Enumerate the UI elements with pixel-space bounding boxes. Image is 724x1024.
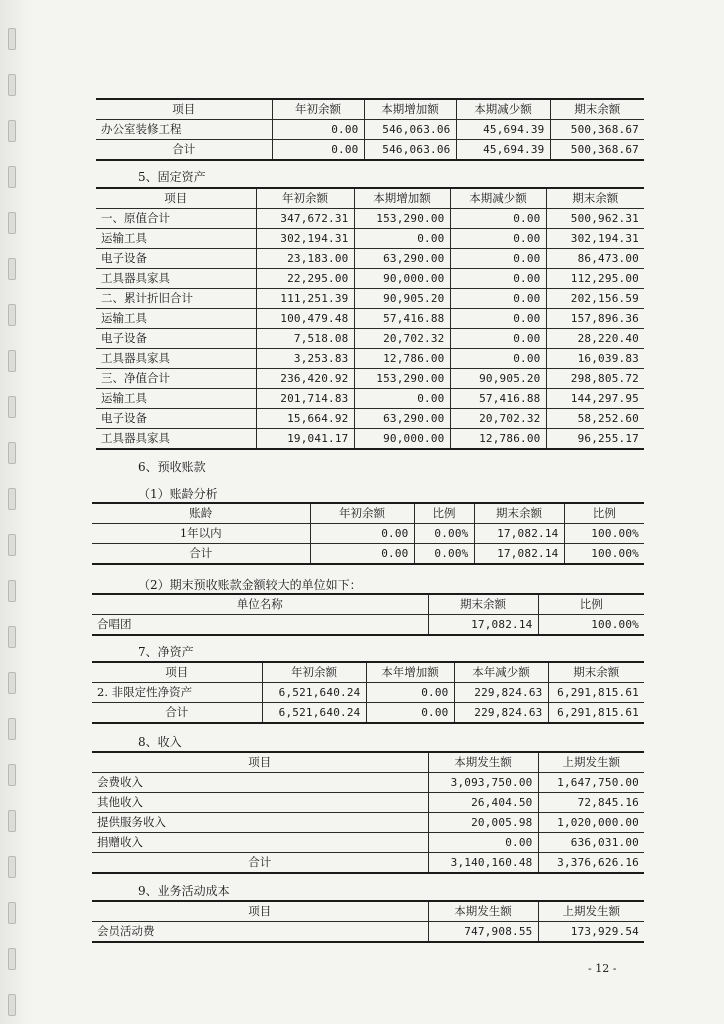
row-label: 合计 (92, 544, 310, 565)
cell-value: 58,252.60 (546, 409, 644, 429)
cell-value: 100.00% (564, 544, 644, 565)
col-header: 项目 (92, 662, 262, 683)
col-header: 本期发生额 (428, 752, 538, 773)
table-total-row (92, 853, 644, 874)
cell-value: 0.00% (414, 524, 474, 544)
cell-value: 16,039.83 (546, 349, 644, 369)
col-header: 项目 (92, 901, 428, 922)
cell-value: 45,694.39 (456, 120, 550, 140)
section-title-advance-receipts: 6、预收账款 (138, 460, 206, 474)
table-row (92, 773, 644, 793)
cell-value: 6,521,640.24 (262, 703, 366, 724)
cell-value: 500,962.31 (546, 209, 644, 229)
renovation-table (96, 98, 644, 161)
table-header-row (92, 901, 644, 922)
cell-value: 111,251.39 (256, 289, 354, 309)
cell-value: 20,702.32 (450, 409, 546, 429)
row-label: 运输工具 (96, 229, 256, 249)
table-row (96, 349, 644, 369)
cell-value: 500,368.67 (550, 120, 644, 140)
row-label: 合计 (92, 853, 428, 874)
cell-value: 0.00 (450, 209, 546, 229)
row-label: 一、原值合计 (96, 209, 256, 229)
subsection-title-aging: （1）账龄分析 (138, 487, 218, 501)
cell-value: 6,521,640.24 (262, 683, 366, 703)
cell-value: 153,290.00 (354, 209, 450, 229)
cell-value: 0.00 (450, 249, 546, 269)
cell-value: 20,005.98 (428, 813, 538, 833)
col-header: 期末余额 (548, 662, 644, 683)
cell-value: 546,063.06 (364, 140, 456, 161)
table-row (96, 289, 644, 309)
col-header: 项目 (92, 752, 428, 773)
cell-value: 0.00% (414, 544, 474, 565)
table-row (96, 309, 644, 329)
net-assets-table (92, 661, 644, 724)
cell-value: 28,220.40 (546, 329, 644, 349)
col-header: 账龄 (92, 503, 310, 524)
col-header: 期末余额 (428, 594, 538, 615)
row-label: 合计 (96, 140, 272, 161)
row-label: 三、净值合计 (96, 369, 256, 389)
cell-value: 298,805.72 (546, 369, 644, 389)
table-row (96, 429, 644, 450)
cell-value: 0.00 (450, 329, 546, 349)
cell-value: 26,404.50 (428, 793, 538, 813)
cell-value: 0.00 (450, 229, 546, 249)
cell-value: 17,082.14 (474, 524, 564, 544)
cell-value: 112,295.00 (546, 269, 644, 289)
cell-value: 6,291,815.61 (548, 703, 644, 724)
table-total-row (92, 544, 644, 565)
cell-value: 100,479.48 (256, 309, 354, 329)
cell-value: 12,786.00 (450, 429, 546, 450)
row-label: 合唱团 (92, 615, 428, 636)
cell-value: 19,041.17 (256, 429, 354, 450)
table-row (92, 615, 644, 636)
row-label: 提供服务收入 (92, 813, 428, 833)
row-label: 工具器具家具 (96, 349, 256, 369)
cell-value: 96,255.17 (546, 429, 644, 450)
table-row (96, 120, 644, 140)
cell-value: 0.00 (450, 289, 546, 309)
cell-value: 201,714.83 (256, 389, 354, 409)
col-header: 上期发生额 (538, 901, 644, 922)
cell-value: 63,290.00 (354, 249, 450, 269)
table-row (96, 329, 644, 349)
cell-value: 72,845.16 (538, 793, 644, 813)
table-row (92, 922, 644, 943)
table-header-row (92, 594, 644, 615)
cell-value: 0.00 (354, 389, 450, 409)
table-row (92, 793, 644, 813)
row-label: 会费收入 (92, 773, 428, 793)
cell-value: 0.00 (310, 544, 414, 565)
cell-value: 100.00% (564, 524, 644, 544)
row-label: 会员活动费 (92, 922, 428, 943)
cell-value: 202,156.59 (546, 289, 644, 309)
aging-table (92, 502, 644, 565)
cell-value: 0.00 (450, 349, 546, 369)
col-header: 比例 (538, 594, 644, 615)
cell-value: 1,020,000.00 (538, 813, 644, 833)
cell-value: 0.00 (366, 703, 454, 724)
table-row (92, 683, 644, 703)
row-label: 二、累计折旧合计 (96, 289, 256, 309)
cell-value: 90,905.20 (450, 369, 546, 389)
table-row (92, 833, 644, 853)
cell-value: 0.00 (272, 120, 364, 140)
cell-value: 90,000.00 (354, 429, 450, 450)
cell-value: 17,082.14 (474, 544, 564, 565)
section-title-fixed-assets: 5、固定资产 (138, 170, 206, 184)
table-row (96, 369, 644, 389)
cell-value: 0.00 (366, 683, 454, 703)
row-label: 捐赠收入 (92, 833, 428, 853)
col-header: 本期减少额 (456, 99, 550, 120)
table-row (96, 249, 644, 269)
col-header: 本期减少额 (450, 188, 546, 209)
business-cost-table (92, 900, 644, 943)
cell-value: 0.00 (354, 229, 450, 249)
cell-value: 302,194.31 (256, 229, 354, 249)
table-total-row (92, 703, 644, 724)
cell-value: 157,896.36 (546, 309, 644, 329)
col-header: 本期发生额 (428, 901, 538, 922)
section-title-net-assets: 7、净资产 (138, 645, 194, 659)
col-header: 期末余额 (546, 188, 644, 209)
section-title-revenue: 8、收入 (138, 735, 182, 749)
cell-value: 302,194.31 (546, 229, 644, 249)
table-total-row (96, 140, 644, 161)
table-header-row (92, 752, 644, 773)
row-label: 其他收入 (92, 793, 428, 813)
table-header-row (96, 99, 644, 120)
table-row (96, 209, 644, 229)
cell-value: 20,702.32 (354, 329, 450, 349)
table-row (96, 389, 644, 409)
cell-value: 1,647,750.00 (538, 773, 644, 793)
cell-value: 57,416.88 (450, 389, 546, 409)
cell-value: 236,420.92 (256, 369, 354, 389)
cell-value: 6,291,815.61 (548, 683, 644, 703)
col-header: 本年增加额 (366, 662, 454, 683)
cell-value: 0.00 (310, 524, 414, 544)
cell-value: 45,694.39 (456, 140, 550, 161)
table-header-row (92, 503, 644, 524)
row-label: 运输工具 (96, 309, 256, 329)
table-row (92, 813, 644, 833)
cell-value: 3,140,160.48 (428, 853, 538, 874)
cell-value: 63,290.00 (354, 409, 450, 429)
col-header: 上期发生额 (538, 752, 644, 773)
row-label: 电子设备 (96, 249, 256, 269)
cell-value: 0.00 (450, 309, 546, 329)
col-header: 本年减少额 (454, 662, 548, 683)
cell-value: 0.00 (450, 269, 546, 289)
row-label: 运输工具 (96, 389, 256, 409)
cell-value: 100.00% (538, 615, 644, 636)
cell-value: 0.00 (272, 140, 364, 161)
cell-value: 12,786.00 (354, 349, 450, 369)
row-label: 工具器具家具 (96, 269, 256, 289)
row-label: 办公室装修工程 (96, 120, 272, 140)
cell-value: 747,908.55 (428, 922, 538, 943)
col-header: 期末余额 (550, 99, 644, 120)
table-row (96, 269, 644, 289)
row-label: 电子设备 (96, 409, 256, 429)
cell-value: 229,824.63 (454, 683, 548, 703)
cell-value: 90,905.20 (354, 289, 450, 309)
cell-value: 7,518.08 (256, 329, 354, 349)
row-label: 2. 非限定性净资产 (92, 683, 262, 703)
cell-value: 173,929.54 (538, 922, 644, 943)
col-header: 比例 (414, 503, 474, 524)
table-row (96, 409, 644, 429)
page-number: - 12 - (588, 962, 617, 975)
row-label: 合计 (92, 703, 262, 724)
row-label: 1年以内 (92, 524, 310, 544)
cell-value: 86,473.00 (546, 249, 644, 269)
cell-value: 347,672.31 (256, 209, 354, 229)
row-label: 工具器具家具 (96, 429, 256, 450)
col-header: 本期增加额 (364, 99, 456, 120)
col-header: 项目 (96, 188, 256, 209)
fixed-assets-table (96, 187, 644, 450)
cell-value: 153,290.00 (354, 369, 450, 389)
cell-value: 144,297.95 (546, 389, 644, 409)
col-header: 比例 (564, 503, 644, 524)
cell-value: 229,824.63 (454, 703, 548, 724)
col-header: 年初余额 (310, 503, 414, 524)
major-units-table (92, 593, 644, 636)
cell-value: 3,253.83 (256, 349, 354, 369)
section-title-business-cost: 9、业务活动成本 (138, 884, 230, 898)
col-header: 项目 (96, 99, 272, 120)
col-header: 本期增加额 (354, 188, 450, 209)
cell-value: 23,183.00 (256, 249, 354, 269)
cell-value: 17,082.14 (428, 615, 538, 636)
col-header: 期末余额 (474, 503, 564, 524)
cell-value: 57,416.88 (354, 309, 450, 329)
table-row (96, 229, 644, 249)
cell-value: 90,000.00 (354, 269, 450, 289)
row-label: 电子设备 (96, 329, 256, 349)
cell-value: 0.00 (428, 833, 538, 853)
table-row (92, 524, 644, 544)
table-header-row (96, 188, 644, 209)
cell-value: 3,093,750.00 (428, 773, 538, 793)
cell-value: 500,368.67 (550, 140, 644, 161)
col-header: 年初余额 (262, 662, 366, 683)
table-header-row (92, 662, 644, 683)
cell-value: 636,031.00 (538, 833, 644, 853)
col-header: 单位名称 (92, 594, 428, 615)
cell-value: 3,376,626.16 (538, 853, 644, 874)
col-header: 年初余额 (272, 99, 364, 120)
col-header: 年初余额 (256, 188, 354, 209)
cell-value: 22,295.00 (256, 269, 354, 289)
subsection-title-major-units: （2）期末预收账款金额较大的单位如下： (138, 578, 362, 592)
revenue-table (92, 751, 644, 874)
cell-value: 546,063.06 (364, 120, 456, 140)
cell-value: 15,664.92 (256, 409, 354, 429)
